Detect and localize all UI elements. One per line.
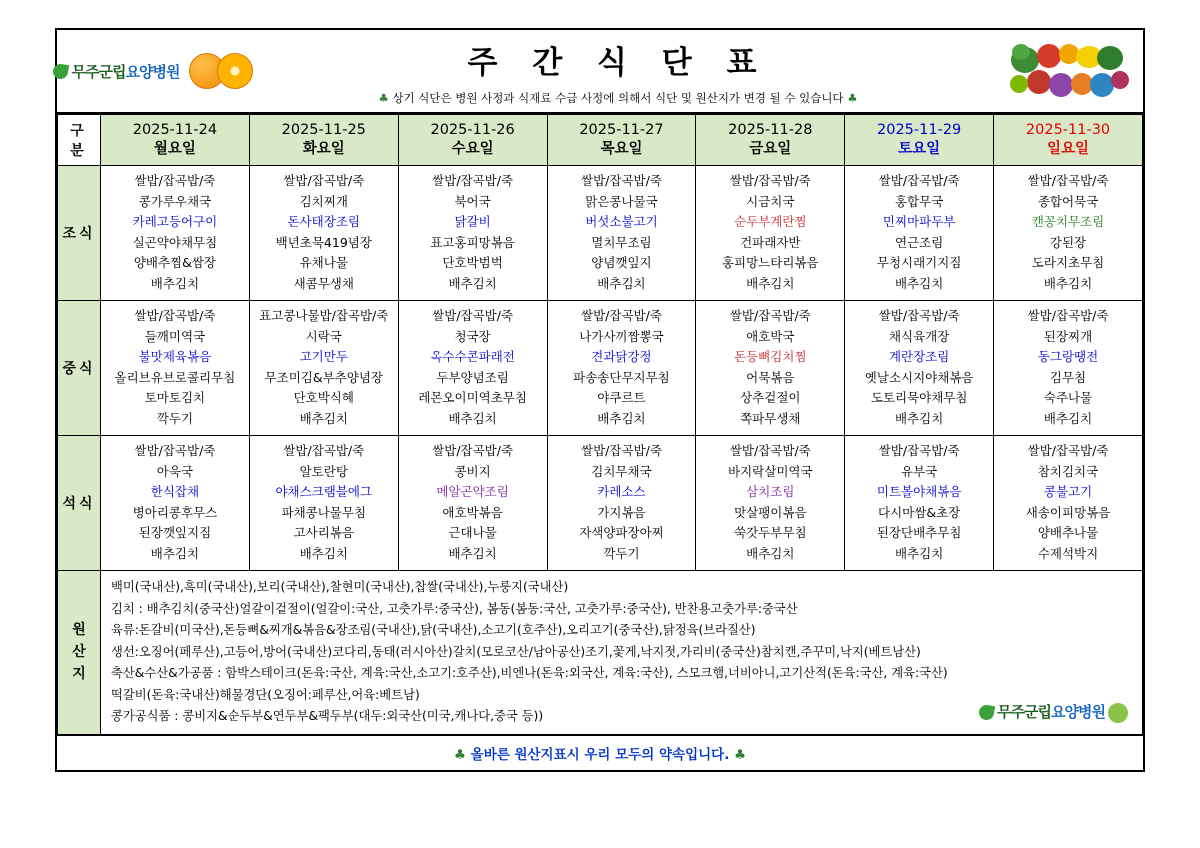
menu-item: 한식잡채 [150, 484, 200, 499]
menu-item: 배추김치 [448, 275, 497, 291]
menu-item: 무청시래기지짐 [876, 255, 962, 270]
meal-row-석식 [58, 436, 1143, 571]
menu-item: 강된장 [1049, 234, 1087, 250]
menu-item: 닭갈비 [454, 214, 491, 229]
weekday-value: 토요일 [898, 141, 941, 157]
document-header [57, 30, 1143, 114]
menu-item: 쌀밥/잡곡밥/죽 [581, 308, 662, 323]
hospital-name-1-footer: 무주군립 [997, 703, 1052, 721]
origin-line: 백미(국내산),흑미(국내산),보리(국내산),찰현미(국내산),찹쌀(국내산),누룽지(국내산) [111, 580, 569, 594]
meal-row-중식 [58, 301, 1143, 436]
date-header-row [58, 115, 1143, 166]
menu-item: 새송이피망볶음 [1025, 504, 1111, 520]
origin-line: 떡갈비(돈육:국내산)해물경단(오징어:페루산,어육:베트남) [111, 687, 420, 702]
menu-item: 근대나물 [448, 525, 497, 540]
hospital-name-1: 무주군립 [71, 62, 126, 81]
menu-item: 쌀밥/잡곡밥/죽 [878, 443, 960, 458]
menu-item: 쌀밥/잡곡밥/죽 [1027, 443, 1109, 458]
menu-cell [547, 166, 696, 301]
origin-content [101, 571, 1143, 735]
menu-item: 옥수수콘파래전 [430, 349, 515, 364]
menu-item: 아욱국 [156, 463, 194, 479]
menu-item: 쌀밥/잡곡밥/죽 [134, 443, 216, 458]
leaf-icon [53, 64, 68, 79]
menu-item: 고사리볶음 [293, 525, 354, 540]
menu-cell [249, 166, 398, 301]
menu-item: 쌀밥/잡곡밥/죽 [134, 308, 216, 323]
menu-cell [696, 166, 845, 301]
menu-item: 쌀밥/잡곡밥/죽 [729, 443, 811, 458]
date-value: 2025-11-24 [132, 122, 218, 138]
menu-item: 배추김치 [597, 410, 646, 426]
menu-item: 참치김치국 [1037, 463, 1099, 479]
menu-item: 쌀밥/잡곡밥/죽 [432, 443, 514, 458]
menu-item: 카레소스 [597, 484, 646, 499]
origin-label [58, 571, 101, 735]
menu-item: 불맛제육볶음 [138, 349, 212, 364]
menu-item: 배추김치 [299, 545, 348, 561]
menu-item: 배추김치 [746, 545, 795, 561]
menu-item: 쌀밥/잡곡밥/죽 [878, 308, 960, 323]
weekday-value: 화요일 [302, 141, 345, 157]
menu-item: 단호박범벅 [442, 255, 503, 270]
day-header-3 [398, 115, 547, 166]
menu-item: 홍피망느타리볶음 [721, 255, 819, 270]
menu-item: 쌀밥/잡곡밥/죽 [581, 173, 662, 188]
menu-item: 맑은콩나물국 [585, 193, 658, 209]
menu-item: 야쿠르트 [597, 390, 646, 405]
origin-label-char: 지 [72, 666, 86, 683]
menu-item: 채식육개장 [888, 328, 950, 344]
menu-item: 캔꽁치무조림 [1031, 214, 1105, 229]
menu-item: 깍두기 [156, 410, 194, 426]
footer-bar [57, 735, 1143, 770]
menu-item: 배추김치 [448, 545, 497, 561]
menu-item: 배추김치 [746, 275, 795, 291]
menu-item: 가지볶음 [597, 504, 646, 520]
menu-item: 연근조림 [894, 234, 944, 250]
menu-item: 바지락살미역국 [728, 463, 813, 479]
menu-item: 나가사끼짬뽕국 [579, 328, 664, 344]
menu-item: 카레고등어구이 [132, 214, 218, 229]
menu-cell [398, 436, 547, 571]
menu-cell [101, 301, 250, 436]
menu-item: 들깨미역국 [144, 328, 206, 344]
origin-label-char: 원 [72, 622, 86, 639]
menu-item: 김치무채국 [591, 463, 652, 479]
menu-item: 무조미김&부추양념장 [264, 369, 383, 385]
menu-item: 메알곤약조림 [436, 484, 509, 499]
menu-cell [398, 301, 547, 436]
menu-item: 김무침 [1049, 369, 1087, 385]
menu-cell [994, 301, 1143, 436]
menu-item: 상추겉절이 [740, 390, 801, 405]
menu-item: 동그랑땡전 [1037, 349, 1099, 364]
menu-item: 삼치조림 [746, 484, 795, 499]
menu-item: 쑥갓두부무침 [734, 525, 807, 540]
weekday-value: 일요일 [1047, 141, 1090, 157]
menu-item: 쌀밥/잡곡밥/죽 [1027, 308, 1109, 323]
menu-item: 옛날소시지야채볶음 [864, 369, 974, 385]
menu-item: 수제석박지 [1037, 545, 1099, 561]
menu-item: 어묵볶음 [746, 369, 795, 385]
menu-item: 배추김치 [894, 545, 944, 561]
menu-item: 쌀밥/잡곡밥/죽 [134, 173, 216, 188]
date-value: 2025-11-30 [1025, 122, 1111, 138]
clover-icon-right: ♣ [847, 90, 858, 105]
menu-item: 다시마쌈&초장 [878, 504, 961, 520]
weekday-value: 금요일 [749, 141, 792, 157]
menu-cell [994, 436, 1143, 571]
menu-item: 콩불고기 [1043, 484, 1093, 499]
menu-item: 배추김치 [1043, 410, 1093, 426]
menu-item: 깍두기 [603, 545, 640, 561]
meal-row-조식 [58, 166, 1143, 301]
menu-item: 애호박볶음 [442, 504, 503, 520]
weekday-value: 월요일 [153, 141, 196, 157]
menu-item: 견과닭강정 [591, 349, 652, 364]
menu-item: 파송송단무지무침 [573, 369, 670, 385]
menu-item: 표고콩나물밥/잡곡밥/죽 [259, 308, 389, 323]
hospital-name-2: 요양병원 [125, 62, 180, 81]
menu-item: 알토란탕 [299, 463, 348, 479]
menu-item: 배추김치 [894, 410, 944, 426]
menu-item: 숙주나물 [1043, 390, 1093, 405]
menu-item: 레몬오이미역초무침 [418, 390, 527, 405]
menu-item: 시금치국 [746, 193, 795, 209]
hospital-name-2-footer: 요양병원 [1051, 703, 1105, 721]
title-block [243, 37, 993, 106]
menu-item: 청국장 [454, 328, 491, 344]
menu-item: 야채스크램블에그 [275, 484, 373, 499]
menu-item: 쌀밥/잡곡밥/죽 [878, 173, 960, 188]
menu-cell [845, 436, 994, 571]
weekday-value: 목요일 [600, 141, 643, 157]
menu-cell [249, 436, 398, 571]
meal-label: 중식 [58, 301, 101, 436]
menu-item: 병아리콩후무스 [132, 504, 218, 520]
menu-item: 민찌마파두부 [882, 214, 956, 229]
menu-item: 시락국 [305, 328, 342, 344]
menu-item: 홍합무국 [894, 193, 944, 209]
day-header-6 [845, 115, 994, 166]
menu-item: 순두부계란찜 [734, 214, 807, 229]
menu-item: 두부양념조림 [436, 369, 509, 385]
menu-item: 쌀밥/잡곡밥/죽 [729, 173, 811, 188]
menu-cell [547, 301, 696, 436]
menu-item: 종합어묵국 [1037, 193, 1099, 209]
hospital-logo-text [72, 61, 180, 82]
page-title: 주 간 식 단 표 [467, 44, 769, 81]
menu-item: 양배추나물 [1037, 525, 1099, 540]
menu-item: 단호박식혜 [293, 390, 354, 405]
menu-item: 콩가루우채국 [138, 193, 212, 209]
menu-item: 올리브유브로콜리무침 [114, 369, 236, 385]
menu-cell [845, 166, 994, 301]
hospital-logo-footer-text [997, 702, 1105, 724]
menu-item: 쌀밥/잡곡밥/죽 [581, 443, 662, 458]
vegetable-icon [1003, 40, 1133, 102]
menu-item: 돈사태장조림 [287, 214, 360, 229]
date-value: 2025-11-26 [430, 122, 515, 138]
menu-item: 백년초묵419념장 [275, 234, 372, 250]
meal-label: 석식 [58, 436, 101, 571]
menu-item: 유채나물 [299, 255, 348, 270]
menu-cell [398, 166, 547, 301]
menu-cell [696, 436, 845, 571]
menu-item: 토마토김치 [144, 390, 206, 405]
date-value: 2025-11-28 [728, 122, 813, 138]
menu-cell [696, 301, 845, 436]
notice-label: 상기 식단은 병원 사정과 식재료 수급 사정에 의해서 식단 및 원산지가 변경 될 수 있습니다 [392, 90, 844, 105]
menu-item: 표고홍피망볶음 [430, 234, 515, 250]
menu-cell [101, 436, 250, 571]
menu-item: 건파래자반 [740, 234, 801, 250]
menu-item: 된장찌개 [1043, 328, 1093, 344]
menu-item: 된장깻잎지짐 [138, 525, 212, 540]
day-header-4 [547, 115, 696, 166]
origin-line: 콩가공식품 : 콩비지&순두부&연두부&팩두부(대두:외국산(미국,캐나다,중국 등)) [111, 709, 544, 723]
meal-label: 조식 [58, 166, 101, 301]
origin-row [58, 571, 1143, 735]
menu-item: 배추김치 [448, 410, 497, 426]
menu-item: 양배추찜&쌈장 [133, 255, 217, 270]
date-value: 2025-11-27 [579, 122, 664, 138]
menu-item: 쌀밥/잡곡밥/죽 [432, 173, 514, 188]
menu-item: 김치찌개 [299, 193, 348, 209]
menu-item: 돈등뼈김치찜 [734, 349, 807, 364]
menu-cell [547, 436, 696, 571]
menu-item: 애호박국 [746, 328, 795, 344]
hospital-logo-footer [979, 702, 1128, 724]
notice-text [243, 90, 993, 106]
origin-line: 생선:오징어(페루산),고등어,방어(국내산)코다리,동태(러시아산)갈치(모로코산/남아공산)조기,꽃게,낙지젓,가리비(중국산)참치캔,주꾸미,낙지(베트남산) [111, 644, 921, 659]
date-value: 2025-11-29 [877, 122, 962, 138]
menu-item: 콩비지 [454, 463, 491, 479]
menu-item: 자색양파장아찌 [579, 525, 664, 540]
menu-item: 고기만두 [299, 349, 348, 364]
menu-item: 배추김치 [299, 410, 348, 426]
day-header-7 [994, 115, 1143, 166]
menu-item: 배추김치 [1043, 275, 1093, 291]
day-header-2 [249, 115, 398, 166]
menu-item: 양념깻잎지 [591, 255, 652, 270]
menu-item: 유부국 [901, 463, 938, 479]
menu-item: 된장단배추무침 [876, 525, 962, 540]
menu-item: 멸치무조림 [591, 234, 652, 250]
menu-cell [101, 166, 250, 301]
menu-cell [249, 301, 398, 436]
origin-line: 육류:돈갈비(미국산),돈등뼈&찌개&볶음&장조림(국내산),닭(국내산),소고기(호주산),오리고기(중국산),닭정육(브라질산) [111, 623, 756, 637]
menu-cell [994, 166, 1143, 301]
menu-item: 쌀밥/잡곡밥/죽 [432, 308, 514, 323]
menu-sheet [55, 28, 1145, 772]
weekday-value: 수요일 [451, 141, 494, 157]
menu-item: 쌀밥/잡곡밥/죽 [283, 443, 365, 458]
vegetable-illustration [993, 35, 1143, 107]
menu-item: 배추김치 [150, 275, 200, 291]
menu-item: 계란장조림 [888, 349, 950, 364]
menu-item: 파채콩나물무침 [281, 504, 367, 520]
weekly-menu-table [57, 114, 1143, 735]
footer-text: ♣ 올바른 원산지표시 우리 모두의 약속입니다. ♣ [453, 746, 747, 763]
menu-item: 새콤무생채 [293, 275, 354, 291]
day-header-1 [101, 115, 250, 166]
origin-label-char: 산 [72, 644, 86, 661]
menu-item: 배추김치 [150, 545, 200, 561]
menu-item: 쪽파무생채 [740, 410, 801, 426]
day-header-5 [696, 115, 845, 166]
menu-item: 실곤약야채무침 [132, 234, 218, 250]
origin-line: 축산&수산&가공품 : 함박스테이크(돈육:국산, 계육:국산,소고기:호주산),비엔나(돈육:외국산, 계육:국산), 스모크햄,너비아니,고기산적(돈육:국산, 계육:국산) [111, 666, 948, 680]
menu-item: 북어국 [454, 193, 491, 209]
origin-line: 김치 : 배추김치(중국산)얼갈이겉절이(얼갈이:국산, 고춧가루:중국산), 봄동(봄동:국산, 고춧가루:중국산), 반찬용고춧가루:중국산 [111, 601, 798, 616]
date-value: 2025-11-25 [281, 122, 366, 138]
menu-item: 맛살팽이볶음 [734, 504, 807, 520]
menu-item: 도토리묵야채무침 [870, 390, 968, 405]
footer-label: 올바른 원산지표시 우리 모두의 약속입니다. [470, 746, 730, 763]
menu-item: 버섯소불고기 [585, 214, 658, 229]
hospital-logo [57, 53, 243, 89]
menu-item: 도라지초무침 [1031, 255, 1105, 270]
gubun-header: 구 분 [58, 115, 101, 166]
menu-cell [845, 301, 994, 436]
menu-item: 미트볼야채볶음 [876, 484, 962, 499]
leaf-icon-footer [978, 704, 995, 721]
menu-item: 쌀밥/잡곡밥/죽 [1027, 173, 1109, 188]
menu-item: 배추김치 [597, 275, 646, 291]
menu-item: 쌀밥/잡곡밥/죽 [283, 173, 365, 188]
logo-badge-icon-footer [1108, 703, 1128, 723]
menu-item: 배추김치 [894, 275, 944, 291]
menu-item: 쌀밥/잡곡밥/죽 [729, 308, 811, 323]
clover-icon-left: ♣ [378, 90, 389, 105]
